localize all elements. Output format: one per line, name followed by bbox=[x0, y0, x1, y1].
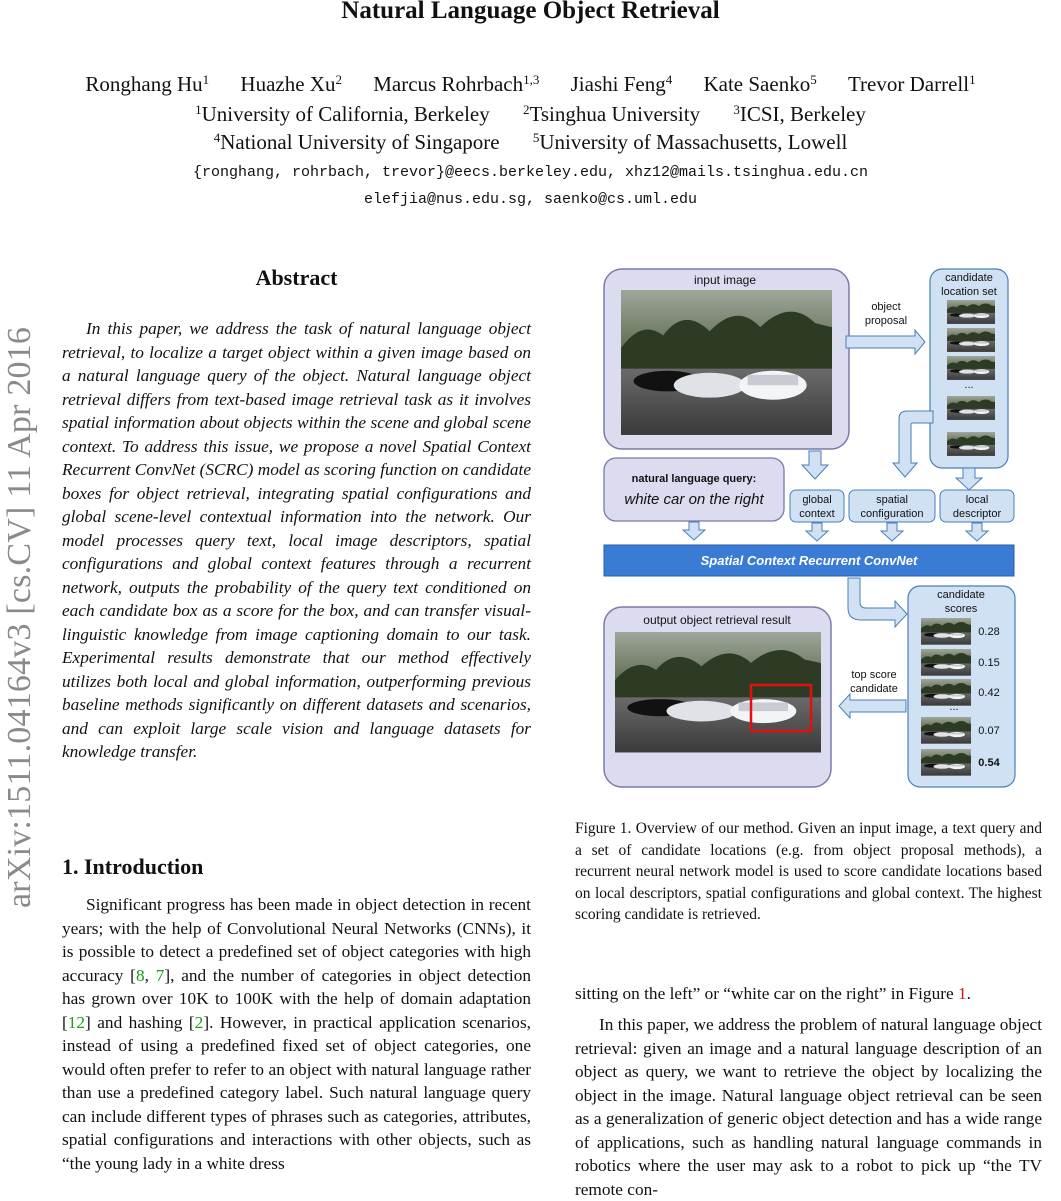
author-emails-2: elefjia@nus.edu.sg, saenko@cs.uml.edu bbox=[363, 191, 698, 208]
citation-link[interactable]: 7 bbox=[155, 965, 165, 985]
score-thumb bbox=[921, 618, 971, 645]
paper-title: Natural Language Object Retrieval bbox=[341, 0, 720, 24]
affiliation: $^3$ICSI, Berkeley bbox=[733, 101, 866, 126]
scrc-label: Spatial Context Recurrent ConvNet bbox=[700, 553, 918, 568]
score-thumb bbox=[921, 749, 971, 776]
candidate-score: 0.54 bbox=[978, 757, 1000, 769]
global-context-label-2: context bbox=[799, 508, 835, 520]
scrc-to-scores-arrow bbox=[848, 578, 907, 627]
candidate-score: 0.15 bbox=[978, 657, 1000, 669]
score-thumb bbox=[921, 679, 971, 706]
candidate-thumb bbox=[947, 300, 995, 324]
citation-link[interactable]: 2 bbox=[194, 1012, 204, 1032]
affiliation: $^4$National University of Singapore bbox=[213, 129, 500, 154]
query-label: natural language query: bbox=[631, 473, 757, 485]
proposal-arrow bbox=[846, 330, 925, 354]
figure-reference-link[interactable]: 1 bbox=[957, 984, 967, 1003]
affiliation: $^2$Tsinghua University bbox=[522, 101, 701, 126]
author: Trevor Darrell$^1$ bbox=[847, 71, 976, 96]
spatial-to-scrc-arrow bbox=[881, 523, 903, 541]
local-to-scrc-arrow bbox=[966, 523, 988, 541]
global-context-label: global bbox=[802, 494, 832, 506]
author: Huazhe Xu$^2$ bbox=[240, 71, 342, 96]
introduction-heading: 1. Introduction bbox=[62, 854, 204, 879]
candidate-ellipsis: ... bbox=[964, 379, 974, 391]
affiliations-line-2 bbox=[0, 128, 1061, 156]
author: Kate Saenko$^5$ bbox=[703, 71, 817, 96]
top-score-label-2: candidate bbox=[850, 683, 898, 695]
local-arrow bbox=[956, 468, 982, 490]
author: Ronghang Hu$^1$ bbox=[85, 71, 210, 96]
input-image-label: input image bbox=[693, 273, 757, 287]
candidate-score: 0.07 bbox=[978, 725, 1000, 737]
object-proposal-label-2: proposal bbox=[864, 315, 908, 327]
figure-1-diagram bbox=[603, 268, 1043, 788]
input-photo bbox=[621, 290, 832, 435]
scores-label: candidate bbox=[937, 589, 985, 601]
candidate-thumb bbox=[947, 432, 995, 456]
candidate-set-label: candidate bbox=[945, 272, 993, 284]
affiliations-line-1 bbox=[0, 100, 1061, 128]
affiliation: $^5$University of Massachusetts, Lowell bbox=[532, 129, 848, 154]
candidate-score: 0.28 bbox=[978, 626, 1000, 638]
global-to-scrc-arrow bbox=[806, 523, 828, 541]
scores-label-2: scores bbox=[944, 603, 978, 615]
score-thumb bbox=[921, 717, 971, 744]
output-photo bbox=[615, 632, 821, 752]
arxiv-stamp: arXiv:1511.04164v3 [cs.CV] 11 Apr 2016 bbox=[1, 326, 38, 908]
author: Jiashi Feng$^4$ bbox=[570, 71, 673, 96]
author-emails-1: {ronghang, rohrbach, trevor}@eecs.berkeley.edu, xhz12@mails.tsinghua.edu.cn bbox=[192, 164, 869, 181]
author: Marcus Rohrbach$^{1,3}$ bbox=[373, 71, 540, 96]
global-arrow bbox=[802, 451, 828, 479]
score-ellipsis: ... bbox=[949, 701, 959, 713]
query-panel bbox=[604, 458, 784, 521]
local-descriptor-label-2: descriptor bbox=[952, 508, 1002, 520]
figure-1-caption: Figure 1. Overview of our method. Given an input image, a text query and a set of candidate locations (e.g. from object proposal methods), a recurrent neural network model is used to score candidate locations based on local descriptors, spatial configurations and global context. The highest scoring candidate is retrieved. bbox=[575, 820, 1042, 923]
citation-link[interactable]: 12 bbox=[67, 1012, 86, 1032]
spatial-config-label-2: configuration bbox=[860, 508, 924, 520]
candidate-thumb bbox=[947, 356, 995, 380]
right-column-paragraph-1: sitting on the left” or “white car on the right” in Figure 1. bbox=[575, 984, 971, 1003]
top-score-label: top score bbox=[851, 669, 897, 681]
candidate-to-spatial-arrow bbox=[893, 411, 933, 477]
spatial-config-label: spatial bbox=[876, 494, 908, 506]
right-column-paragraph-2: In this paper, we address the problem of natural language object retrieval: given an image and a natural language description of an object as query, we want to retrieve the object by localizing the object in the image. Natural language object retrieval can be seen as a generalization of generic object detection and has a wide range of applications, such as handling natural language commands in robotics where the user may ask to a robot to pick up “the TV remote con- bbox=[575, 1015, 1042, 1199]
affiliation: $^1$University of California, Berkeley bbox=[195, 101, 490, 126]
query-arrow bbox=[683, 522, 705, 540]
query-text: white car on the right bbox=[624, 491, 764, 508]
top-score-arrow bbox=[839, 694, 906, 718]
candidate-score: 0.42 bbox=[978, 687, 1000, 699]
candidate-set-label-2: location set bbox=[941, 286, 997, 298]
author-list bbox=[0, 70, 1061, 98]
score-thumb bbox=[921, 649, 971, 676]
output-label: output object retrieval result bbox=[643, 613, 791, 627]
candidate-thumb bbox=[947, 328, 995, 352]
candidate-thumb bbox=[947, 396, 995, 420]
abstract-body: In this paper, we address the task of natural language object retrieval, to localize a target object within a given image based on a natural language query of the object. Natural language object retrieval differs from text-based image retrieval task as it involves spatial information about objects within the scene and global scene context. To address this issue, we propose a novel Spatial Context Recurrent ConvNet (SCRC) model as scoring function on candidate boxes for object retrieval, integrating spatial configurations and global scene-level contextual information into the network. Our model processes query text, local image descriptors, spatial configurations and global context features through a recurrent network, outputs the probability of the query text conditioned on each candidate box as a score for the box, and can transfer visual-linguistic knowledge from image captioning domain to our task. Experimental results demonstrate that our method effectively utilizes both local and global information, outperforming previous baseline methods significantly on different datasets and scenarios, and can exploit large scale vision and language datasets for knowledge transfer. bbox=[62, 319, 531, 761]
local-descriptor-label: local bbox=[965, 494, 989, 506]
abstract-heading: Abstract bbox=[255, 265, 338, 290]
object-proposal-label: object bbox=[871, 301, 901, 313]
citation-link[interactable]: 8 bbox=[135, 965, 145, 985]
introduction-paragraph: Significant progress has been made in object detection in recent years; with the help of Convolutional Neural Networks (CNNs), it is possible to detect a predefined set of object categories with high accuracy [8, 7], and the number of categories in object detection has grown over 10K to 100K with the help of domain adaptation [12] and hashing [2]. However, in practical application scenarios, instead of using a predefined fixed set of object categories, one would often prefer to refer to an object with natural language rather than use a predefined category label. Such natural language query can include different types of phrases such as categories, attributes, spatial configurations and interactions with other objects, such as “the young lady in a white dress bbox=[62, 895, 531, 1173]
